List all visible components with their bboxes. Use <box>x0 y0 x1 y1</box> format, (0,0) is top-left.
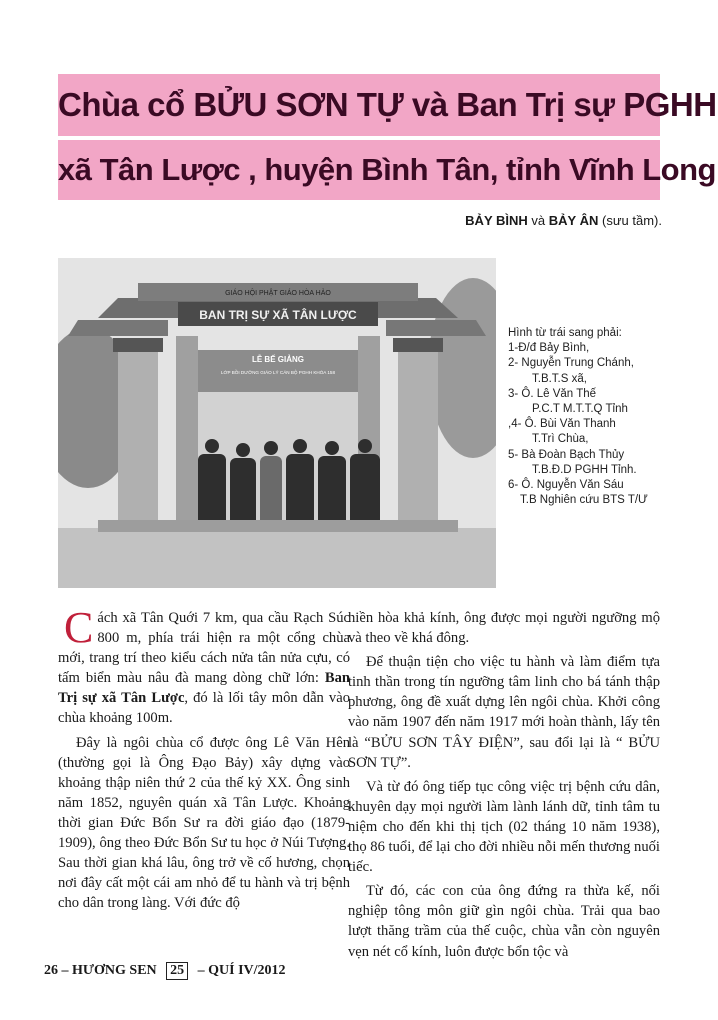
caption-line: 5- Bà Đoàn Bạch Thủy <box>508 448 625 461</box>
article-column-right <box>348 608 660 966</box>
title-line-1: Chùa cổ BỬU SƠN TỰ và Ban Trị sự PGHH <box>58 74 660 136</box>
paragraph-1 <box>58 603 350 729</box>
author-2: BẢY ÂN <box>548 213 599 228</box>
author-and: và <box>531 213 546 228</box>
p1-text: ách xã Tân Quới 7 km, qua cầu Rạch Súc 800 m, phía trái hiện ra một cổng chùa mới, trang trí theo kiểu cách nửa tân nửa cựu, có tấm biển màu nâu đà mang dòng chữ lớn: <box>58 610 350 687</box>
banner-top-text: GIÁO HỘI PHẬT GIÁO HÒA HẢO <box>225 290 331 297</box>
paragraph-r1: hiền hòa khả kính, ông được mọi người ngưỡng mộ và theo về khá đông. <box>348 610 660 647</box>
author-1: BẢY BÌNH <box>465 213 528 228</box>
caption-line: P.C.T M.T.T.Q Tỉnh <box>532 403 628 416</box>
caption-line: T.B.T.S xã, <box>532 372 587 385</box>
sign-line-text: LỚP BỒI DƯỠNG GIÁO LÝ CÁN BỘ PGHH KHÓA 158 <box>220 370 336 375</box>
p1-tail: , đó là lối tây môn dẫn vào chùa khoảng 100m. <box>58 690 350 727</box>
page-number: 26 <box>44 963 58 978</box>
caption-line: T.B Nghiên cứu BTS T/Ư <box>520 494 648 507</box>
caption-line: 1-Đ/đ Bảy Bình, <box>508 342 590 355</box>
p1-bold: Ban Trị sự xã Tân Lược <box>58 670 350 707</box>
sign-title-text: LỄ BẾ GIẢNG <box>251 355 305 364</box>
drop-cap: C <box>64 603 94 652</box>
page-footer <box>44 962 286 980</box>
author-note: (sưu tầm). <box>602 213 662 228</box>
author-line <box>465 213 662 228</box>
caption-line: 3- Ô. Lê Văn Thế <box>508 387 597 400</box>
paragraph-2: Đây là ngôi chùa cổ được ông Lê Văn Hên (thường gọi là Ông Đạo Bảy) xây dựng vào khoảng thập niên thứ 2 của thế kỷ XX. Ông sinh năm 1852, nguyên quán xã Tân Lược. Khoảng thời gian Đức Bổn Sư ra đời giáo đạo (1879- 1909), ông theo Đức Bổn Sư tu học ở Núi Tượng. Sau thời gian khá lâu, ông trở về cố hương, chọn nơi đây cất một cái am nhỏ để tu hành và trị bệnh cho dân trong làng. Với đức độ <box>58 734 350 912</box>
banner-main-text: BAN TRỊ SỰ XÃ TÂN LƯỢC <box>199 308 357 322</box>
paragraph-r2: Để thuận tiện cho việc tu hành và làm điểm tựa tinh thần trong tín ngưỡng tâm linh cho bá tánh thập phương, ông đề xuất dựng lên ngôi chùa. Khởi công vào năm 1907 đến năm 1917 mới hoàn thành, lấy tên là “BỬU SƠN TÂY ĐIỆN”, sau đổi lại là “ BỬU SƠN TỰ”. <box>348 654 660 771</box>
caption-line: T.B.Đ.D PGHH Tỉnh. <box>532 463 637 476</box>
caption-line: Hình từ trái sang phải: <box>508 327 622 339</box>
caption-line: 6- Ô. Nguyễn Văn Sáu <box>508 479 624 492</box>
paragraph-r3: Và từ đó ông tiếp tục công việc trị bệnh cứu dân, khuyên dạy mọi người làm lành lánh dữ, tỉnh tâm tu niệm cho đến khi thị tịch (02 tháng 10 năm 1938), thọ 86 tuổi, để lại cho đời nhiều nỗi mến thương nuối tiếc. <box>348 778 660 876</box>
article-column-left <box>58 603 350 917</box>
photo-caption <box>508 326 688 508</box>
gate-photo <box>58 258 496 588</box>
gate-photo-illustration <box>58 258 496 588</box>
caption-line: T.Trì Chùa, <box>532 433 589 446</box>
issue-number: 25 <box>166 962 188 980</box>
caption-line: ,4- Ô. Bùi Văn Thanh <box>508 418 616 431</box>
paragraph-r4: Từ đó, các con của ông đứng ra thừa kế, nối nghiệp tông môn giữ gìn ngôi chùa. Trải qua bao lượt thăng trầm của thế cuộc, chùa vẫn còn nguyên vẹn nét cổ kính, luôn được bổn tộc và <box>348 883 660 960</box>
caption-line: 2- Nguyễn Trung Chánh, <box>508 357 634 370</box>
magazine-name: – HƯƠNG SEN <box>61 963 157 978</box>
title-line-2: xã Tân Lược , huyện Bình Tân, tỉnh Vĩnh Long <box>58 140 660 200</box>
issue-quarter: – QUÍ IV/2012 <box>197 963 286 978</box>
